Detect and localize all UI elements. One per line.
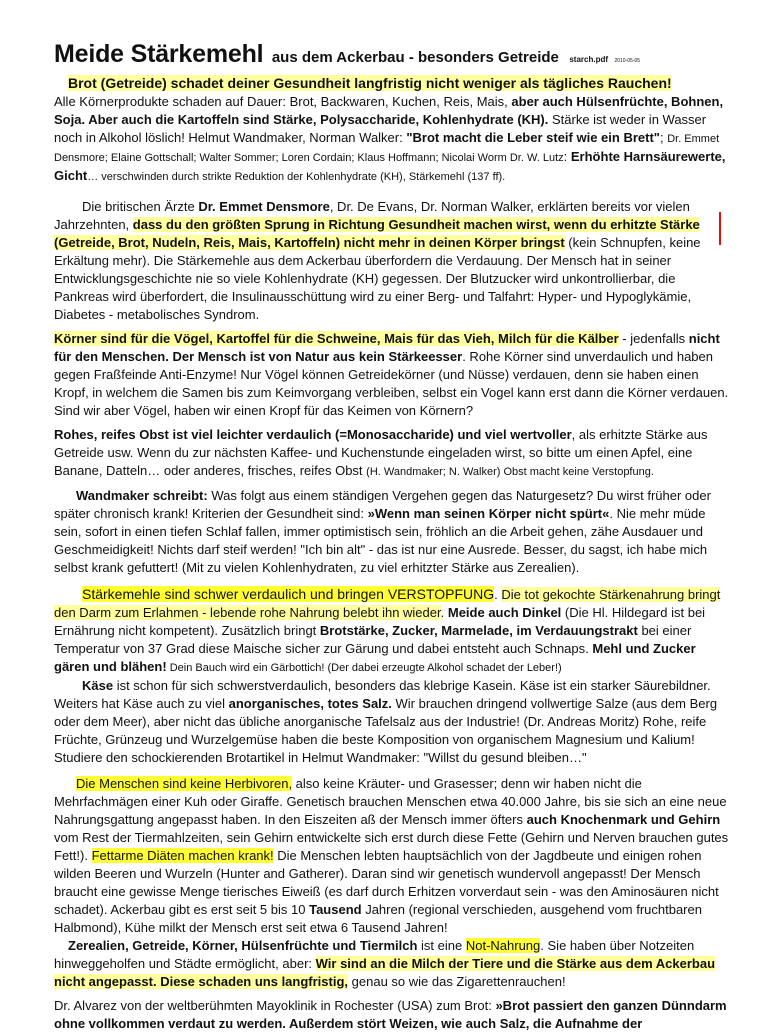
- highlighted-run: Stärkemehle sind schwer verdaulich und bringen VERSTOPFUNG: [82, 586, 495, 602]
- document-subtitle: aus dem Ackerbau - besonders Getreide: [271, 49, 559, 66]
- bold-run: Wandmaker schreibt:: [76, 488, 208, 503]
- text-run: ;: [659, 130, 668, 145]
- text-run: - jedenfalls: [618, 331, 689, 346]
- bold-quote: "Brot macht die Leber steif wie ein Brett": [406, 130, 660, 145]
- bold-run: Tausend: [309, 902, 362, 917]
- highlighted-run: Not-Nahrung: [465, 938, 541, 953]
- bold-run: Käse: [82, 678, 114, 693]
- file-name: starch.pdf: [569, 55, 609, 64]
- small-run: … verschwinden durch strikte Reduktion der Kohlenhydrate (KH), Stärkemehl (137 ff).: [87, 171, 506, 183]
- text-run: ist schon für sich schwerstverdaulich, besonders das klebrige Kasein. Käse ist ein starker Säurebildner. Weiters hat Käse auch zu viel: [54, 678, 711, 711]
- bold-run: Mehl und Zucker gären und blähen!: [54, 641, 696, 674]
- file-date: 2010-05-05: [614, 58, 641, 64]
- headline-warning: Brot (Getreide) schadet deiner Gesundheit langfristig nicht weniger als tägliches Rauchen!: [68, 75, 672, 91]
- headline-paragraph: [54, 74, 730, 186]
- text-run: Die britischen Ärzte: [82, 199, 199, 214]
- highlighted-run: Körner sind für die Vögel, Kartoffel für die Schweine, Mais für das Vieh, Milch für die Kälber: [54, 331, 619, 346]
- bold-run: Dr. Emmet Densmore: [198, 199, 330, 214]
- text-run: :: [563, 149, 571, 164]
- bold-run: Erhöhte Harnsäurewerte, Gicht: [54, 149, 726, 183]
- paragraph-verstopfung: [54, 585, 730, 677]
- text-run: (Die Hl. Hildegard ist bei Ernährung nicht kompetent). Zusätzlich bringt: [54, 605, 706, 638]
- text-run: genau so wie das Zigarettenrauchen!: [348, 974, 566, 989]
- text-run: . Rohe Körner sind unverdaulich und haben gegen Fraßfeinde Anti-Enzyme! Nur Vögel können Getreidekörner (und Nüsse) verdauen, denn sie haben einen Kropf, in welchem die Samen bis zum Keimvorgang verbleiben, selbst ein Vogel kann erst dann die Körner verdauen. Sind wir aber Vögel, haben wir einen Kropf für das Keimen von Körnern?: [54, 349, 729, 418]
- text-run: ist eine: [417, 938, 466, 953]
- bold-run: Meide auch Dinkel: [447, 605, 562, 620]
- text-run: also keine Kräuter- und Grasesser; denn wir haben nicht die Mehrfachmägen einer Kuh oder Giraffe. Genetisch brauchen Menschen etwa 40.000 Jahre, bis sie sich an eine neue Nahrungsgattung angepasst haben. In den Eiszeiten aß der Mensch immer öfters: [54, 776, 727, 827]
- paragraph-kaese: [54, 677, 730, 767]
- margin-marker: [719, 212, 721, 245]
- bold-run: auch Knochenmark und Gehirn: [526, 812, 721, 827]
- text-run: vom Rest der Tiermahlzeiten, sein Gehirn entwickelte sich erst durch diese Fette (Gehirn und Nerven brauchen gutes Fett!).: [54, 830, 729, 863]
- text-run: .: [440, 605, 448, 620]
- text-run: Die Menschen lebten hauptsächlich von der Jagdbeute und einigen rohen wilden Beeren und Wurzeln (Hunter and Gatherer). Daran sind wir genetisch wundervoll angepasst! Der Mensch braucht eine gewisse Menge tierisches Eiweiß (es darf durch Erhitzen vorverdaut sein - was den Aminosäuren nicht schadet). Ackerbau gibt es erst seit 5 bis 10: [54, 848, 719, 917]
- bold-run: nicht für den Menschen. Der Mensch ist von Natur aus kein Stärkeesser: [54, 331, 720, 364]
- paragraph-koerner: [54, 330, 730, 420]
- bold-run: aber auch Hülsenfrüchte, Bohnen, Soja. Aber auch die Kartoffeln sind Stärke, Polysaccharide, Kohlenhydrate (KH).: [54, 94, 724, 127]
- text-run: , Dr. De Evans, Dr. Norman Walker, erklärten bereits vor vielen Jahrzehnten,: [54, 199, 690, 232]
- paragraph-wandmaker: [54, 487, 730, 577]
- text-run: bei einer Temperatur von 37 Grad diese Maische sicher zur Gärung und dabei entsteht auch Schnaps.: [54, 623, 692, 656]
- highlighted-run: Wir sind an die Milch der Tiere und die Stärke aus dem Ackerbau nicht angepasst. Diese schaden uns langfristig,: [54, 956, 716, 989]
- paragraph-obst: [54, 426, 730, 481]
- text-run: . Nie mehr müde sein, sofort in einen tiefen Schlaf fallen, immer optimistisch sein, fröhlich an die Arbeit gehen, zähe Ausdauer und Geschmeidigkeit! Nichts darf steif werden! "Ich bin alt" - das ist nur eine Ausrede. Besser, du sagst, ich habe mich selbst krank gefuttert! (Mit zu vielen Kohlenhydraten, zu viel erhitzter Stärke aus Zerealien).: [54, 506, 708, 575]
- text-run: Alle Körnerprodukte schaden auf Dauer: Brot, Backwaren, Kuchen, Reis, Mais,: [54, 94, 512, 109]
- highlighted-run: Fettarme Diäten machen krank!: [91, 848, 274, 863]
- bold-run: Zerealien, Getreide, Körner, Hülsenfrüchte und Tiermilch: [68, 938, 418, 953]
- highlighted-run: Die Menschen sind keine Herbivoren,: [76, 776, 293, 791]
- text-run: . Sie haben über Notzeiten hinweggeholfen und Städte ermöglicht, aber:: [54, 938, 695, 971]
- text-run: Jahren (regional verschieden, ausgehend vom fruchtbaren Halbmond), Kühe milkt der Mensch erst seit etwa 6 Tausend Jahren!: [54, 902, 702, 935]
- small-run: Dein Bauch wird ein Gärbottich! (Der dabei erzeugte Alkohol schadet der Leber!): [166, 662, 562, 674]
- bold-quote: »Wenn man seinen Körper nicht spürt«: [367, 506, 610, 521]
- highlighted-run: dass du den größten Sprung in Richtung Gesundheit machen wirst, wenn du erhitzte Stärke (Getreide, Brot, Nudeln, Reis, Mais, Kartoffeln) nicht mehr in deinen Körper bringst: [54, 217, 700, 250]
- bold-run: Brotstärke, Zucker, Marmelade, im Verdauungstrakt: [319, 623, 638, 638]
- text-run: .: [494, 587, 502, 602]
- text-run: , als erhitzte Stärke aus Getreide usw. Wenn du zur nächsten Kaffee- und Kuchenstunde eingeladen wirst, so bitte um einen Apfel, eine Banane, Datteln… oder anderes, frisches, reifes Obst: [54, 427, 708, 478]
- text-run: Dr. Alvarez von der weltberühmten Mayoklinik in Rochester (USA) zum Brot:: [54, 998, 496, 1013]
- small-run: (H. Wandmaker; N. Walker) Obst macht keine Verstopfung.: [366, 466, 654, 478]
- text-run: Was folgt aus einem ständigen Vergehen gegen das Naturgesetz? Du wirst früher oder später chronisch krank! Kriterien der Gesundheit sind:: [54, 488, 711, 521]
- paragraph-herbivoren: [54, 775, 730, 937]
- bold-run: Rohes, reifes Obst ist viel leichter verdaulich (=Monosaccharide) und viel wertvoller: [54, 427, 572, 442]
- highlighted-run: Die tot gekochte Stärkenahrung bringt den Darm zum Erlahmen - lebende rohe Nahrung belebt ihn wieder: [54, 587, 721, 620]
- bold-run: anorganisches, totes Salz.: [228, 696, 392, 711]
- document-header: [54, 40, 730, 74]
- text-run: Wir brauchen dringend vollwertige Salze (aus dem Berg oder dem Meer), aber nicht das übliche anorganische Tafelsalz aus der Industrie! (Dr. Andreas Moritz) Rohe, reife Früchte, Grünzeug und Wurzelgemüse haben die beste Komposition von organischem Magnesium und Kalium! Studiere den schockierenden Brotartikel in Helmut Wandmaker: "Willst du gesund bleiben…": [54, 696, 718, 765]
- document-title: Meide Stärkemehl: [54, 40, 264, 68]
- text-run: Stärke ist weder in Wasser noch in Alkohol löslich! Helmut Wandmaker, Norman Walker:: [54, 112, 707, 145]
- text-run: (kein Schnupfen, keine Erkältung mehr). Die Stärkemehle aus dem Ackerbau überfordern die Verdauung. Der Mensch hat in seiner Entwicklungsgeschichte nie so viele Kohlenhydrate (KH) gegessen. Der Blutzucker wird unkontrollierbar, die Pankreas wird überfordert, die Insulinausschüttung wird zu einer Berg- und Talfahrt: Hyper- und Hypoglykämie, Diabetes - metabolisches Syndrom.: [54, 235, 701, 322]
- paragraph-not-nahrung: [54, 937, 730, 991]
- author-list: Dr. Emmet Densmore; Elaine Gottschall; Walter Sommer; Loren Cordain; Klaus Hoffmann; Nicolai Worm Dr. W. Lutz: [54, 133, 720, 164]
- paragraph-densmore: [54, 198, 730, 324]
- bold-quote: »Brot passiert den ganzen Dünndarm ohne vollkommen verdaut zu werden. Außerdem stört Weizen, wie auch Salz, die Aufnahme der: [54, 998, 727, 1031]
- paragraph-alvarez: [54, 997, 730, 1033]
